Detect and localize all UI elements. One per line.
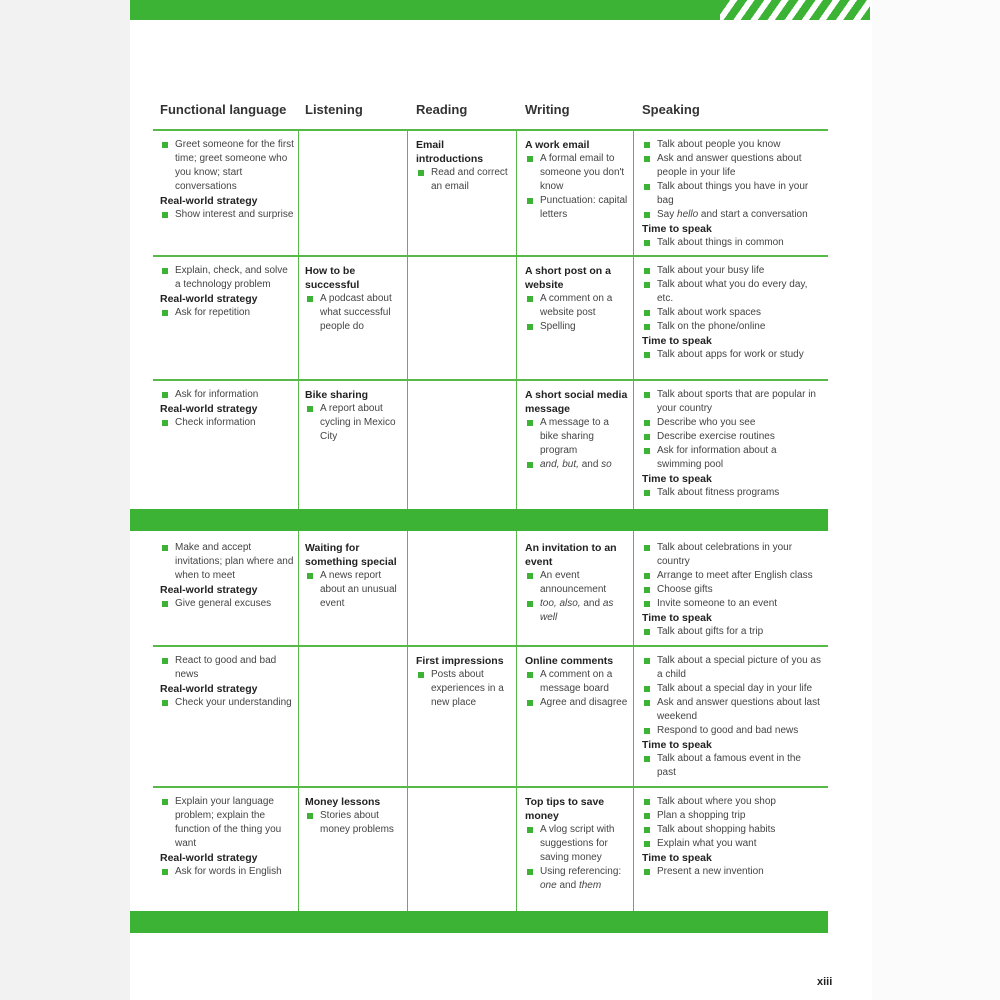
page-number: xiii xyxy=(817,976,833,988)
column-rule xyxy=(516,531,517,911)
bullet-item: Explain your language problem; explain the function of the thing you want xyxy=(160,795,294,851)
row-rule xyxy=(153,645,828,647)
bullet-item: Posts about experiences in a new place xyxy=(416,668,512,710)
header-writing: Writing xyxy=(525,102,570,117)
text-run: one xyxy=(540,880,557,891)
text-run: too, also, xyxy=(540,598,581,609)
bullet-item: Ask and answer questions about people in your life xyxy=(642,152,822,180)
cell-writing xyxy=(525,654,629,710)
cell-heading: Waiting for something special xyxy=(305,542,397,568)
bullet-item: Check information xyxy=(160,416,294,430)
bullet-item: Describe who you see xyxy=(642,416,822,430)
cell-heading: How to be successful xyxy=(305,265,360,291)
cell-heading: Real-world strategy xyxy=(160,293,258,305)
cell-heading: Time to speak xyxy=(642,852,712,864)
stripe-pattern xyxy=(720,0,870,20)
cell-heading: Time to speak xyxy=(642,223,712,235)
bullet-item: Ask for information xyxy=(160,388,294,402)
text-run: hello xyxy=(677,209,699,220)
cell-heading: Time to speak xyxy=(642,739,712,751)
bullet-item: Invite someone to an event xyxy=(642,597,822,611)
row-rule xyxy=(153,255,828,257)
column-rule xyxy=(407,531,408,911)
bullet-item: Punctuation: capital letters xyxy=(525,194,629,222)
cell-heading: Online comments xyxy=(525,655,614,667)
column-rule xyxy=(298,130,299,509)
cell-speaking xyxy=(642,654,822,780)
text-run: and, but, xyxy=(540,459,579,470)
cell-functional xyxy=(160,654,294,710)
bullet-item: A vlog script with suggestions for saving money xyxy=(525,823,629,865)
cell-speaking xyxy=(642,264,822,362)
bullet-item: Respond to good and bad news xyxy=(642,724,822,738)
column-rule xyxy=(516,130,517,509)
top-color-bar xyxy=(130,0,870,20)
header-functional-language: Functional language xyxy=(160,102,287,117)
bullet-item: A report about cycling in Mexico City xyxy=(305,402,403,444)
row-rule xyxy=(153,379,828,381)
header-speaking: Speaking xyxy=(642,102,700,117)
cell-listening xyxy=(305,264,403,334)
column-rule xyxy=(407,130,408,509)
cell-heading: Time to speak xyxy=(642,335,712,347)
text-run: them xyxy=(578,880,602,891)
bullet-item: A comment on a message board xyxy=(525,668,629,696)
bullet-item: Talk about people you know xyxy=(642,138,822,152)
bullet-item: Talk about where you shop xyxy=(642,795,822,809)
bullet-item: Choose gifts xyxy=(642,583,822,597)
cell-heading: A short social media message xyxy=(525,389,628,415)
bullet-item: Ask for repetition xyxy=(160,306,294,320)
bullet-item: Ask for words in English xyxy=(160,865,294,879)
bullet-item: Talk about apps for work or study xyxy=(642,348,822,362)
bullet-item: Ask and answer questions about last weekend xyxy=(642,696,822,724)
header-reading: Reading xyxy=(416,102,468,117)
text-run: and xyxy=(578,459,602,470)
bullet-item: Make and accept invitations; plan where and when to meet xyxy=(160,541,294,583)
cell-heading: Email introductions xyxy=(416,139,484,165)
section-divider-band xyxy=(130,509,828,531)
cell-functional xyxy=(160,264,294,320)
cell-heading: Real-world strategy xyxy=(160,584,258,596)
header-listening: Listening xyxy=(305,102,363,117)
row-rule xyxy=(153,786,828,788)
cell-reading xyxy=(416,654,512,710)
cell-writing xyxy=(525,795,629,893)
cell-speaking xyxy=(642,138,822,250)
cell-listening xyxy=(305,388,403,444)
bullet-item xyxy=(525,458,629,472)
section-divider-band xyxy=(130,911,828,933)
cell-heading: Time to speak xyxy=(642,612,712,624)
cell-functional xyxy=(160,388,294,430)
row-rule xyxy=(153,129,828,131)
bullet-item: Talk about celebrations in your country xyxy=(642,541,822,569)
cell-heading: A work email xyxy=(525,139,590,151)
bullet-item: Show interest and surprise xyxy=(160,208,294,222)
bullet-item: Ask for information about a swimming pool xyxy=(642,444,822,472)
column-rule xyxy=(633,130,634,509)
cell-writing xyxy=(525,388,629,472)
text-run: Say xyxy=(657,209,678,220)
cell-writing xyxy=(525,541,629,625)
bullet-item: A message to a bike sharing program xyxy=(525,416,629,458)
bullet-item: Explain what you want xyxy=(642,837,822,851)
bullet-item: Talk about shopping habits xyxy=(642,823,822,837)
bullet-item: Talk about fitness programs xyxy=(642,486,822,500)
bullet-item: Talk about things you have in your bag xyxy=(642,180,822,208)
cell-heading: Real-world strategy xyxy=(160,683,258,695)
text-run: and start a conversation xyxy=(698,209,808,220)
bullet-item: Talk about sports that are popular in your country xyxy=(642,388,822,416)
cell-functional xyxy=(160,138,294,222)
cell-writing xyxy=(525,138,629,222)
bullet-item: Talk about a special picture of you as a child xyxy=(642,654,822,682)
bullet-item: Present a new invention xyxy=(642,865,822,879)
cell-functional xyxy=(160,795,294,879)
cell-heading: A short post on a website xyxy=(525,265,611,291)
bullet-item: A comment on a website post xyxy=(525,292,629,320)
cell-heading: Time to speak xyxy=(642,473,712,485)
cell-reading xyxy=(416,138,512,194)
bullet-item xyxy=(525,597,629,625)
column-rule xyxy=(298,531,299,911)
cell-heading: Real-world strategy xyxy=(160,195,258,207)
cell-speaking xyxy=(642,541,822,639)
bullet-item: Talk about a famous event in the past xyxy=(642,752,822,780)
cell-functional xyxy=(160,541,294,611)
bullet-item: Arrange to meet after English class xyxy=(642,569,822,583)
cell-heading: Real-world strategy xyxy=(160,852,258,864)
cell-listening xyxy=(305,541,403,611)
cell-heading: An invitation to an event xyxy=(525,542,617,568)
bullet-item: Agree and disagree xyxy=(525,696,629,710)
bullet-item: Read and correct an email xyxy=(416,166,512,194)
text-run: and xyxy=(580,598,603,609)
bullet-item: Talk on the phone/online xyxy=(642,320,822,334)
cell-heading: Money lessons xyxy=(305,796,381,808)
bullet-item: Spelling xyxy=(525,320,629,334)
bullet-item: Give general excuses xyxy=(160,597,294,611)
page-gutter xyxy=(0,0,130,1000)
bullet-item: A news report about an unusual event xyxy=(305,569,403,611)
bullet-item: Talk about work spaces xyxy=(642,306,822,320)
cell-heading: Bike sharing xyxy=(305,389,369,401)
bullet-item: Talk about gifts for a trip xyxy=(642,625,822,639)
cell-speaking xyxy=(642,795,822,879)
bullet-item: Talk about your busy life xyxy=(642,264,822,278)
bullet-item: Talk about a special day in your life xyxy=(642,682,822,696)
text-run: and xyxy=(556,880,579,891)
cell-heading: First impressions xyxy=(416,655,504,667)
cell-heading: Real-world strategy xyxy=(160,403,258,415)
text-run: so xyxy=(601,459,612,470)
bullet-item: Plan a shopping trip xyxy=(642,809,822,823)
column-rule xyxy=(633,531,634,911)
bullet-item: React to good and bad news xyxy=(160,654,294,682)
bullet-item: An event announcement xyxy=(525,569,629,597)
text-run: Using referencing: xyxy=(540,866,622,877)
bullet-item: Talk about what you do every day, etc. xyxy=(642,278,822,306)
bullet-item: Greet someone for the first time; greet someone who you know; start conversations xyxy=(160,138,294,194)
cell-heading: Top tips to save money xyxy=(525,796,605,822)
bullet-item: A podcast about what successful people do xyxy=(305,292,403,334)
bullet-item: Talk about things in common xyxy=(642,236,822,250)
bullet-item xyxy=(642,208,822,222)
bullet-item: Stories about money problems xyxy=(305,809,403,837)
bullet-item: Describe exercise routines xyxy=(642,430,822,444)
bullet-item xyxy=(525,865,629,893)
cell-listening xyxy=(305,795,403,837)
bullet-item: A formal email to someone you don't know xyxy=(525,152,629,194)
text-run: as well xyxy=(540,598,614,623)
bullet-item: Check your understanding xyxy=(160,696,294,710)
cell-writing xyxy=(525,264,629,334)
bullet-item: Explain, check, and solve a technology problem xyxy=(160,264,294,292)
cell-speaking xyxy=(642,388,822,500)
